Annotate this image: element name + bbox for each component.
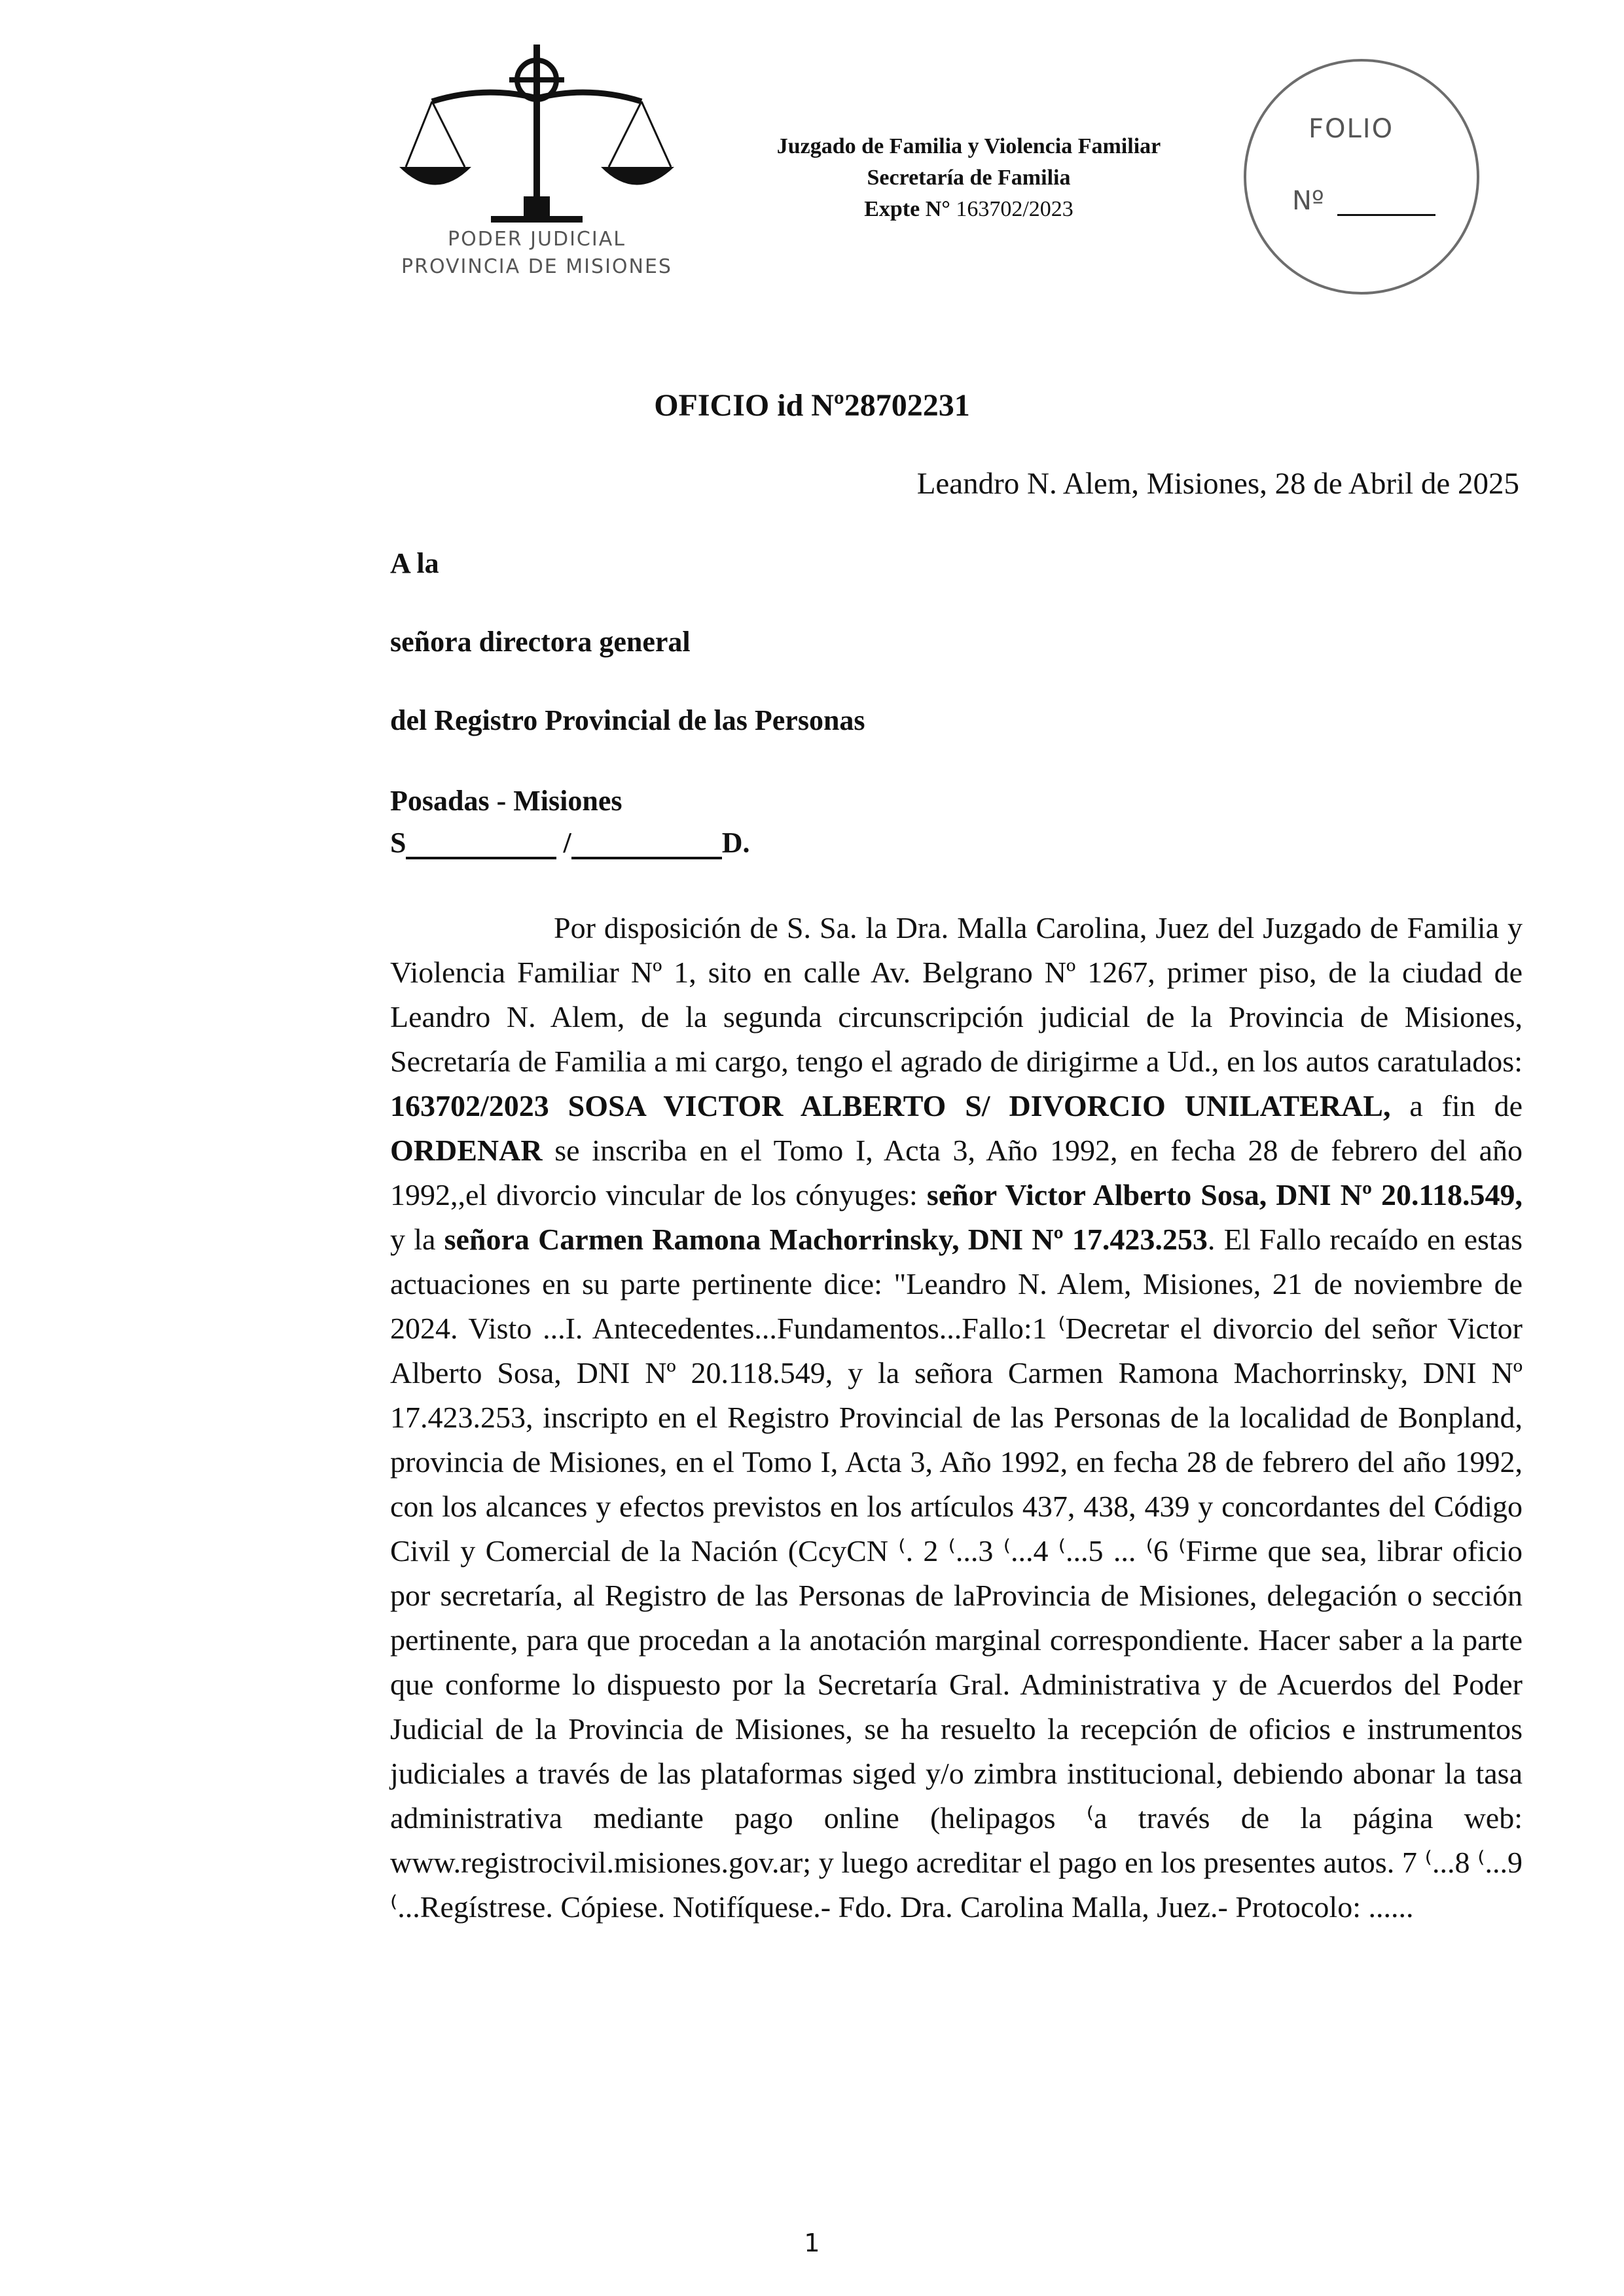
court-header <box>707 131 1231 225</box>
folio-number-line <box>1292 186 1435 216</box>
recipient-line-4: Posadas - Misiones <box>390 785 623 817</box>
body-text-5: . El Fallo recaído en estas actuaciones en su parte pertinente dice: "Leandro N. Alem, Misiones, 21 de noviembre de 2024. Visto ...I. Antecedentes...Fundamentos...Fallo:1 ⁽Decretar el divorcio del señor Victor Alberto Sosa, DNI Nº 20.118.549, y la señora Carmen Ramona Machorrinsky, DNI Nº 17.423.253, inscripto en el Registro Provincial de las Personas de la localidad de Bonpland, provincia de Misiones, en el Tomo I, Acta 3, Año 1992, en fecha 28 de febrero del año 1992, con los alcances y efectos previstos en los artículos 437, 438, 439 y concordantes del Código Civil y Comercial de la Nación (CcyCN ⁽. 2 ⁽...3 ⁽...4 ⁽...5 ... ⁽6 ⁽Firme que sea, librar oficio por secretaría, al Registro de las Personas de laProvincia de Misiones, delegación o sección pertinente, para que procedan a la anotación marginal correspondiente. Hacer saber a la parte que conforme lo dispuesto por la Secretaría Gral. Administrativa y de Acuerdos del Poder Judicial de la Provincia de Misiones, se ha resuelto la recepción de oficios e instrumentos judiciales a través de las plataformas siged y/o zimbra institucional, debiendo abonar la tasa administrativa mediante pago online (helipagos ⁽a través de la página web: www.registrocivil.misiones.gov.ar; y luego acreditar el pago en los presentes autos. 7 ⁽...8 ⁽...9 ⁽...Regístrese. Cópiese. Notifíquese.- Fdo. Dra. Carolina Malla, Juez.- Protocolo: ...... <box>390 1223 1523 1924</box>
spouse-2: señora Carmen Ramona Machorrinsky, DNI Nº 17.423.253 <box>444 1223 1208 1256</box>
salutation-d: D. <box>721 827 750 859</box>
order-word: ORDENAR <box>390 1134 543 1167</box>
secretariat-name: Secretaría de Familia <box>867 166 1071 190</box>
scales-of-justice-icon <box>393 39 681 236</box>
spouse-1: señor Victor Alberto Sosa, DNI Nº 20.118.549, <box>926 1178 1523 1211</box>
salutation <box>390 826 750 859</box>
body-paragraph <box>390 906 1523 1929</box>
body-text-4: y la <box>390 1223 444 1256</box>
folio-label: FOLIO <box>1308 114 1394 144</box>
body-text-1: Por disposición de S. Sa. la Dra. Malla Carolina, Juez del Juzgado de Familia y Violencia Familiar Nº 1, sito en calle Av. Belgrano Nº 1267, primer piso, de la ciudad de Leandro N. Alem, de la segunda circunscripción judicial de la Provincia de Misiones, Secretaría de Familia a mi cargo, tengo el agrado de dirigirme a Ud., en los autos caratulados: <box>390 911 1523 1078</box>
body-text-2: a fin de <box>1390 1089 1523 1122</box>
seal-line-2: PROVINCIA DE MISIONES <box>401 255 672 278</box>
folio-stamp <box>1244 59 1479 295</box>
salutation-s: S <box>390 827 406 859</box>
document-title: OFICIO id Nº28702231 <box>654 388 970 423</box>
case-caption: 163702/2023 SOSA VICTOR ALBERTO S/ DIVORCIO UNILATERAL, <box>390 1089 1391 1122</box>
expte-number: 163702/2023 <box>956 197 1074 221</box>
recipient-line-2: señora directora general <box>390 626 691 658</box>
folio-number-label: Nº <box>1292 186 1324 216</box>
seal-line-1: PODER JUDICIAL <box>448 228 626 251</box>
recipient-line-3: del Registro Provincial de las Personas <box>390 704 865 736</box>
judicial-seal <box>393 39 681 288</box>
recipient-line-1: A la <box>390 547 439 579</box>
body-text-3: se inscriba en el Tomo I, Acta 3, Año 1992, en fecha 28 de febrero del año 1992,,el divorcio vincular de los cónyuges: <box>390 1134 1523 1211</box>
salutation-blank-1 <box>406 827 556 859</box>
place-date: Leandro N. Alem, Misiones, 28 de Abril de 2025 <box>916 467 1519 501</box>
salutation-blank-2 <box>571 827 722 859</box>
folio-number-blank <box>1337 192 1435 216</box>
expte-label: Expte N° <box>864 197 950 221</box>
court-name: Juzgado de Familia y Violencia Familiar <box>776 134 1161 158</box>
salutation-slash: / <box>563 827 571 859</box>
page-number: 1 <box>804 2229 820 2257</box>
